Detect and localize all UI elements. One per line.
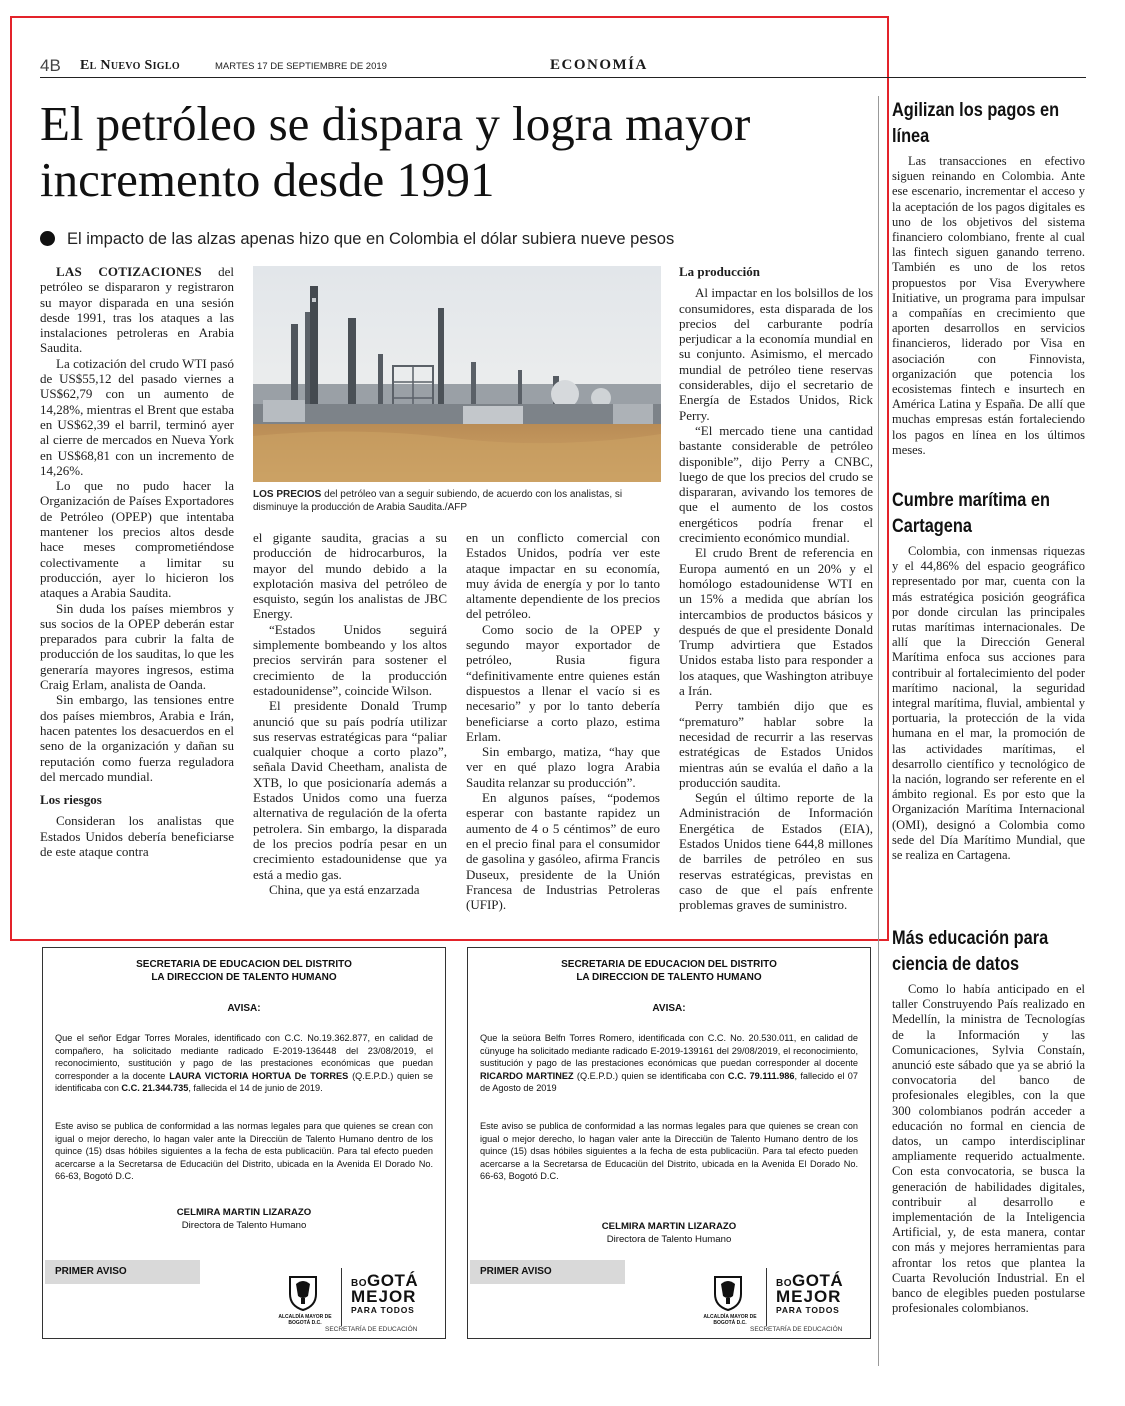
paragraph: La cotización del crudo WTI pasó de US$55,12 del pasado viernes a US$62,79 con un aumento de 14,28%, mientras el Brent que estaba en US$62,39 el barril, terminó ayer al cierre de mercados en Nueva York en US$68,81 con un incremento de 14,26%.	[40, 355, 234, 478]
subhead-text: El impacto de las alzas apenas hizo que en Colombia el dólar subiera nueve pesos	[67, 230, 675, 248]
mejor-wordmark: MEJOR	[776, 1287, 842, 1306]
logo-divider	[766, 1268, 767, 1326]
body-text: , fallecida el 14 de junio de 2019.	[188, 1083, 323, 1094]
paragraph: el gigante saudita, gracias a su producción de hidrocarburos, la mayor del mundo debido a la explotación masiva del petróleo de esquisto, según los analistas de JBC Energy.	[253, 530, 447, 622]
wordmark-part: BO	[776, 1278, 792, 1289]
column-divider	[878, 96, 879, 1366]
paragraph: Como socio de la OPEP y segundo mayor exportador de petróleo, Rusia figura “definitivamente entre quienes están dispuestos a llenar el vacío si es necesario” y por lo tanto debería beneficiarse a corto plazo, estima Erlam.	[466, 621, 660, 744]
alcaldia-label: ALCALDÍA MAYOR DE BOGOTÁ D.C.	[703, 1314, 757, 1326]
notice-signature	[468, 1220, 870, 1246]
notice-body	[55, 1032, 433, 1095]
signer-title: Directora de Talento Humano	[606, 1234, 732, 1245]
article-headline: El petróleo se dispara y logra mayor incremento desde 1991	[40, 96, 751, 207]
primer-aviso-label: PRIMER AVISO	[470, 1260, 625, 1284]
paragraph: Sin embargo, matiza, “hay que ver en qué plazo logra Arabia Saudita relanzar su producción”.	[466, 744, 660, 790]
deceased-id: C.C. 21.344.735	[121, 1083, 189, 1094]
paragraph: El presidente Donald Trump anunció que su país podría utilizar sus reservas estratégicas para “paliar cualquier choque a corto plazo”, señala David Cheetham, analista de XTB, lo que posicionaría además a Estados Unidos como una fuerza alternativa de regulación de la oferta petrolera. Sin embargo, la disparada de los precios podría pesar en un crecimiento estadounidense que ya está a medio gas.	[253, 698, 447, 882]
signer-name: CELMIRA MARTIN LIZARAZO	[176, 1207, 312, 1218]
notice-org	[468, 958, 870, 984]
body-text: Que el señor Edgar Torres Morales, identificado con C.C. No.19.362.877, en calidad de compañero, ha solicitado mediante radicado E-2019-136448 del 23/08/2019, el reconocimiento, sustitución y pago de las prestaciones económicas que puedan corresponder a la docente	[55, 1033, 433, 1081]
alcaldia-label: ALCALDÍA MAYOR DE BOGOTÁ D.C.	[278, 1314, 332, 1326]
brief-text: Las transacciones en efectivo siguen reinando en Colombia. Ante ese escenario, incrementar el acceso y la aceptación de los pagos digitales es uno de los objetivos del sistema financiero colombiano, frente al cual las fintech siguen ganando terreno. También es uno de los retos propuestos por Visa Everywhere Initiative, un programa para impulsar a compañías en crecimiento que aporten desarrollos en servicios financieros, liderado por Visa en asociación con Finnovista, organización que potencia los ecosistemas fintech e insurtech en América Latina y España. De allí que muchas empresas están fortaleciendo los pagos en línea en los últimos meses.	[892, 154, 1085, 457]
paragraph: En algunos países, “podemos esperar con bastante rapidez un aumento de 4 o 5 céntimos” de euro en el precio final para el consumidor de gasolina y gasóleo, afirma Francis Duseux, presidente de la Unión Francesa de Industrias Petroleras (UFIP).	[466, 790, 660, 913]
notice-org	[43, 958, 445, 984]
subheading-produccion: La producción	[679, 264, 761, 279]
paragraph: “Estados Unidos seguirá simplemente bombeando y los altos precios servirán para sostener el crecimiento de la producción estadounidense”, coincide Wilson.	[253, 621, 447, 698]
signer-title: Directora de Talento Humano	[181, 1220, 307, 1231]
logo-divider	[341, 1268, 342, 1326]
brief-text: Colombia, con inmensas riquezas y el 44,86% del espacio geográfico representado por mar, cuenta con la más estratégica posición geográfica por donde circulan las principales rutas marítimas internacionales. De allí que la Dirección General Marítima enfoca sus acciones para contribuir al fortalecimiento del poder marítimo nacional, la seguridad integral marítima, fluvial, ambiental y portuaria, la protección de la vida humana en el mar, la promoción de las actividades marítimas, el desarrollo científico y tecnológico de la nación, logrando ser referente en el ámbito regional. Es por esto que la Organización Marítima Internacional (OMI), designó a Colombia como sede del Día Marítimo Mundial, que se realiza en Cartagena.	[892, 544, 1085, 863]
brief-title: Cumbre marítima en Cartagena	[892, 490, 1051, 537]
article-column-1	[40, 264, 234, 859]
paragraph: Sin duda los países miembros y sus socios de la OPEP deberán estar preparados para cubrir la falta de producción de los sauditas, lo que les generaría mayores ingresos, estima Craig Erlam, analista de Oanda.	[40, 600, 234, 693]
paragraph: Lo que no pudo hacer la Organización de Países Exportadores de Petróleo (OPEP) que intentaba mantener los precios altos desde hace meses comprometiéndose colectivamente a limitar su producción, ayer lo hicieron los ataques a Arabia Saudita.	[40, 478, 234, 601]
signer-name: CELMIRA MARTIN LIZARAZO	[601, 1221, 737, 1232]
wordmark-part: GOTÁ	[792, 1271, 844, 1290]
bogota-crest-icon	[287, 1274, 319, 1312]
article-subhead	[40, 228, 860, 250]
lead-in: LAS COTIZACIONES	[56, 264, 202, 279]
paragraph: Según el último reporte de la Administración de Información Energética de Estados (EIA), Estados Unidos tiene 644,8 millones de barriles de petróleo en sus reservas estratégicas, previstas en caso de que el país enfrente problemas graves de suministro.	[679, 790, 873, 913]
article-photo	[253, 266, 661, 482]
subheading-riesgos: Los riesgos	[40, 792, 102, 808]
article-column-3	[466, 530, 660, 912]
notice-body	[480, 1032, 858, 1095]
org-line: SECRETARIA DE EDUCACION DEL DISTRITO	[561, 959, 777, 970]
brief-pagos	[892, 98, 1085, 458]
secretaria-label: SECRETARÍA DE EDUCACIÓN	[325, 1326, 418, 1333]
legal-notice-1	[42, 947, 446, 1339]
publication-name: El Nuevo Siglo	[80, 58, 180, 73]
caption-text: del petróleo van a seguir subiendo, de acuerdo con los analistas, si disminuye la producción de Arabia Saudita./AFP	[253, 489, 623, 513]
paragraph: del petróleo se dispararon y registraron su mayor disparada en una sesión desde 1991, tras los ataques a las instalaciones petroleras en Arabia Saudita.	[40, 264, 234, 356]
org-line: SECRETARIA DE EDUCACION DEL DISTRITO	[136, 959, 352, 970]
bogota-crest-icon	[712, 1274, 744, 1312]
photo-caption	[253, 488, 661, 514]
page-header	[40, 56, 1086, 78]
brief-title: Agilizan los pagos en línea	[892, 100, 1060, 147]
body-text: , fallecido el 07 de Agosto de 2019	[480, 1070, 858, 1094]
deceased-id: C.C. 79.111.986	[727, 1070, 795, 1081]
body-text: (Q.E.P.D.) quien se identificaba con	[55, 1070, 433, 1094]
notice-avisa: AVISA:	[652, 1003, 686, 1014]
org-line: LA DIRECCION DE TALENTO HUMANO	[151, 972, 337, 983]
paragraph: China, que ya está enzarzada	[269, 881, 420, 897]
article-column-4	[679, 264, 873, 912]
paragraph: “El mercado tiene una cantidad bastante considerable de petróleo disponible”, dijo Perry a CNBC, luego de que los precios del crudo se dispararan, avivando los temores de que el aumento de los costos energéticos podría frenar el crecimiento económico mundial.	[679, 422, 873, 546]
brief-cumbre	[892, 488, 1085, 863]
paragraph: Perry también dijo que es “prematuro” hablar sobre la necesidad de recurrir a las reservas estratégicas de Estados Unidos mientras aún se evalúa el daño a la producción saudita.	[679, 698, 873, 790]
wordmark-part: BO	[351, 1278, 367, 1289]
paragraph: Sin embargo, las tensiones entre dos países miembros, Arabia e Irán, hacen patentes los desacuerdos en el seno de la organización y dañan su reputación como fuerza reguladora del mercado mundial.	[40, 692, 234, 784]
para-todos-wordmark: PARA TODOS	[776, 1305, 840, 1315]
body-text: Que la seüora Belfn Torres Romero, identificada con C.C. No. 20.530.011, en calidad de cünyuge ha solicitado mediante radicado E-2019-139161 del 29/08/2019, el reconocimiento, sustitución y pago de las prestaciones económicas que puedan corresponder al docente	[480, 1033, 858, 1069]
brief-title: Más educación para ciencia de datos	[892, 928, 1049, 975]
bogota-logos	[698, 1266, 863, 1336]
paragraph: El crudo Brent de referencia en Europa aumentó en un 20% y el homólogo estadounidense WTI en un 15% a medida que abrían los intercambios de productos básicos y después de que el presidente Donald Trump advirtiera que Estados Unidos estaba listo para responder a los ataques, que Washington atribuye a Irán.	[679, 545, 873, 699]
paragraph: en un conflicto comercial con Estados Unidos, podría ver este ataque impactar en su economía, muy ávida de energía y por lo tanto altamente dependiente de los precios del petróleo.	[466, 530, 660, 622]
section-name: ECONOMÍA	[550, 57, 648, 73]
legal-notice-2	[467, 947, 871, 1339]
page-number: 4B	[40, 56, 61, 75]
brief-educacion	[892, 926, 1085, 1316]
issue-date: MARTES 17 DE SEPTIEMBRE DE 2019	[215, 61, 387, 72]
notice-body-2: Este aviso se publica de conformidad a las normas legales para que quienes se crean con igual o mejor derecho, lo hagan valer ante la Direcciün de Talento Humano dentro de los quince (15) dsas hóbiles siguientes a la fecha de esta publicaciün. Para tal efecto pueden acercarse a la Secretarsa de Educaciün del Distrito, ubicada en la Avenida El Dorado No. 66-63, Bogotó D.C.	[55, 1121, 433, 1182]
org-line: LA DIRECCION DE TALENTO HUMANO	[576, 972, 762, 983]
mejor-wordmark: MEJOR	[351, 1287, 417, 1306]
wordmark-part: GOTÁ	[367, 1271, 419, 1290]
notice-body-2: Este aviso se publica de conformidad a las normas legales para que quienes se crean con igual o mejor derecho, lo hagan valer ante la Direcciün de Talento Humano dentro de los quince (15) dsas hóbiles siguientes a la fecha de esta publicaciün. Para tal efecto pueden acercarse a la Secretarsa de Educaciün del Distrito, ubicada en la Avenida El Dorado No. 66-63, Bogotó D.C.	[480, 1121, 858, 1182]
deceased-name: RICARDO MARTINEZ	[480, 1070, 574, 1081]
paragraph: Al impactar en los bolsillos de los consumidores, esta disparada de los precios del carburante podría perjudicar a la economía mundial en su conjunto. Asimismo, el mercado mundial de petróleo tiene reservas considerables, dijo el secretario de Energía de Estados Unidos, Rick Perry.	[679, 285, 873, 423]
notice-signature	[43, 1206, 445, 1232]
primer-aviso-label: PRIMER AVISO	[45, 1260, 200, 1284]
bullet-dot-icon	[40, 231, 55, 246]
body-text: (Q.E.P.D.) quien se identificaba con	[573, 1070, 728, 1081]
bogota-logos	[273, 1266, 438, 1336]
secretaria-label: SECRETARÍA DE EDUCACIÓN	[750, 1326, 843, 1333]
article-column-2	[253, 530, 447, 897]
deceased-name: LAURA VICTORIA HORTUA De TORRES	[169, 1070, 349, 1081]
brief-text: Como lo había anticipado en el taller Construyendo País realizado en Medellín, la ministra de Tecnologías de la Información y las Comunicaciones, Sylvia Constaín, anunció este sábado que ya se abrió la convocatoria del banco de profesionales elegibles, con la que 300 colombianos podrán acceder a educación no formal en ciencia de datos, un campo interdisciplinar ampliamente requerido actualmente. Con esta convocatoria, se busca la generación de habilidades digitales, contribuir al desarrollo e implementación de la Inteligencia Artificial, y, de esta manera, contar con más y mejores herramientas para afrontar los retos que plantea la Cuarta Revolución Industrial. En el banco de elegibles pueden postularse profesionales colombianos.	[892, 982, 1085, 1316]
refinery-illustration	[253, 266, 661, 482]
paragraph: Consideran los analistas que Estados Unidos debería beneficiarse de este ataque contra	[40, 813, 234, 859]
caption-lead: LOS PRECIOS	[253, 489, 322, 500]
notice-avisa: AVISA:	[227, 1003, 261, 1014]
para-todos-wordmark: PARA TODOS	[351, 1305, 415, 1315]
